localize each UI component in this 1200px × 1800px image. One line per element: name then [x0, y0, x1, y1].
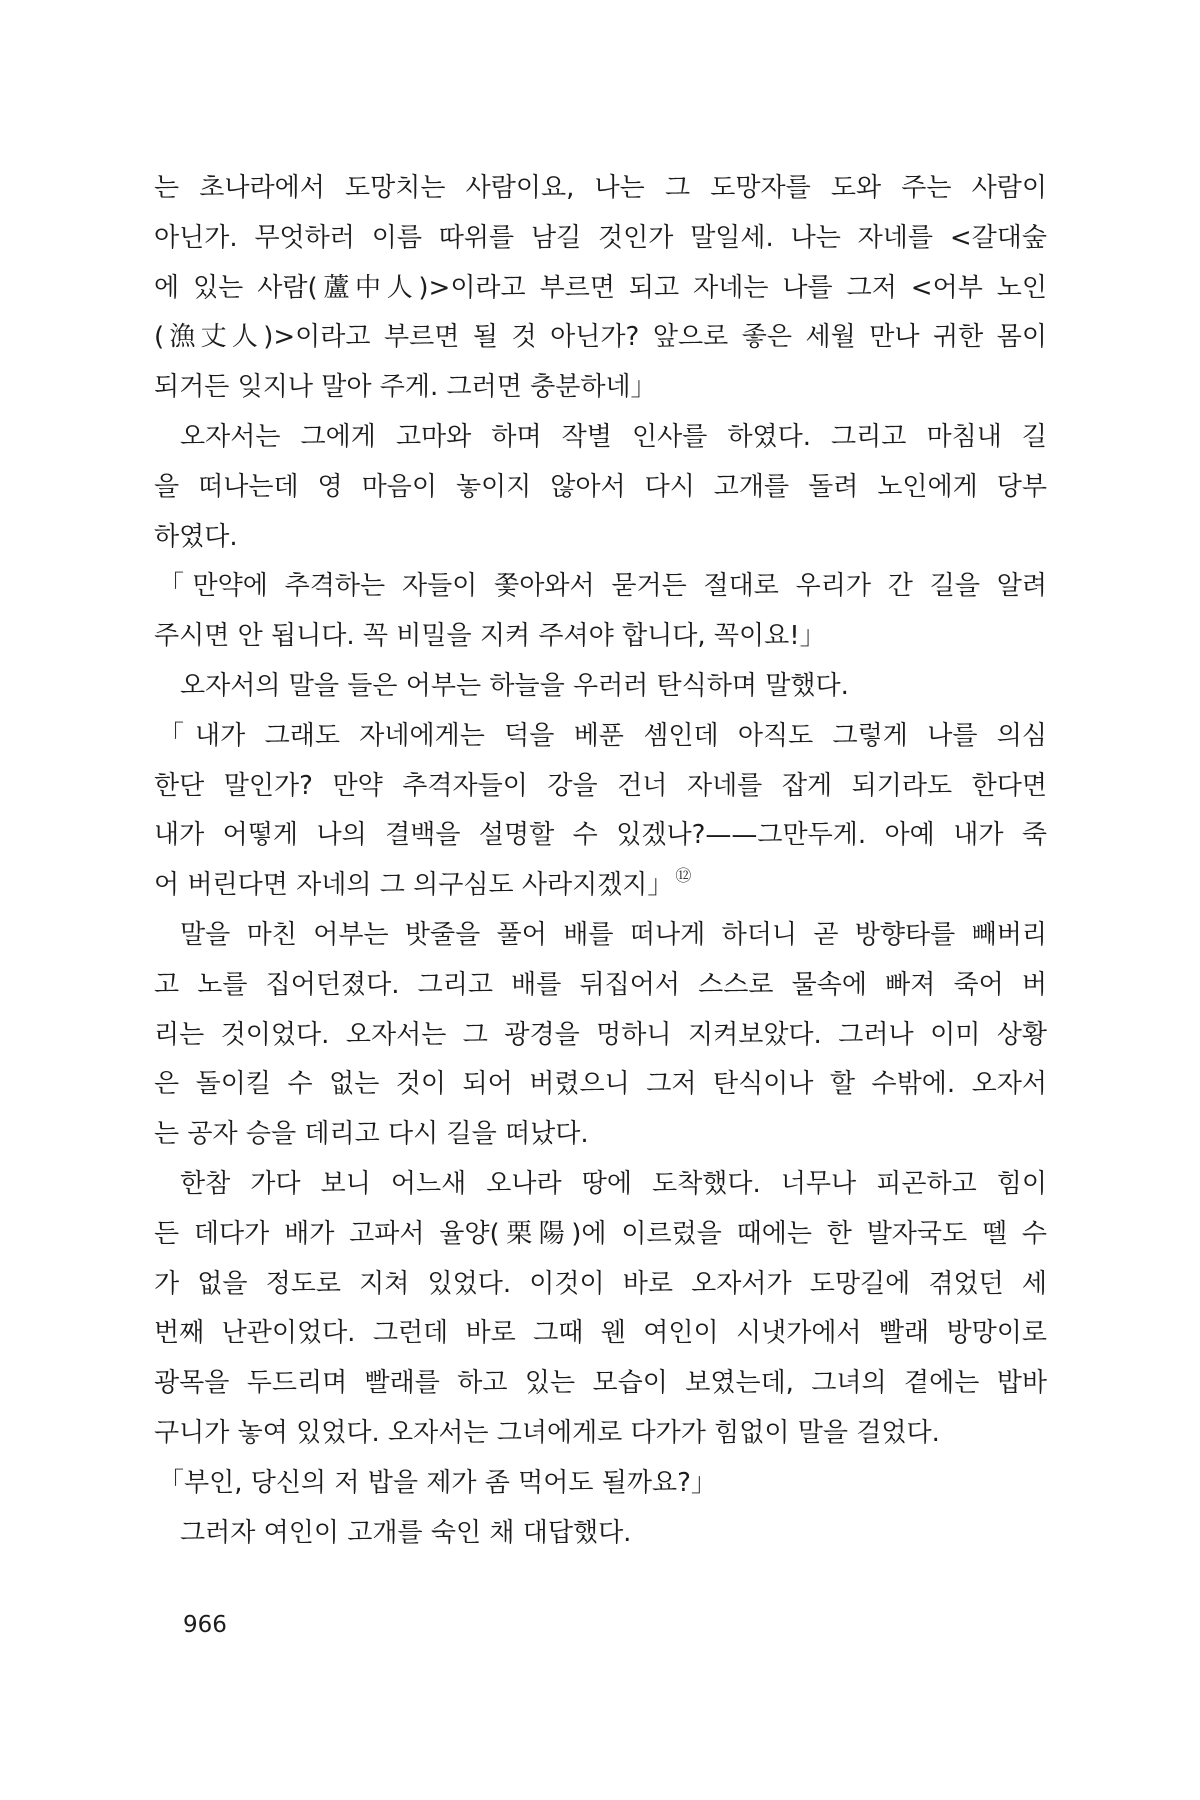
text-line: 가 없을 정도로 지쳐 있었다. 이것이 바로 오자서가 도망길에 겪었던 세 [154, 1268, 1047, 1299]
text-line: 는 초나라에서 도망치는 사람이요, 나는 그 도망자를 도와 주는 사람이 [154, 173, 1047, 203]
text-line: 한참 가다 보니 어느새 오나라 땅에 도착했다. 너무나 피곤하고 힘이 [180, 1168, 1047, 1199]
text-line: (漁丈人)>이라고 부르면 될 것 아닌가? 앞으로 좋은 세월 만나 귀한 몸이 [154, 322, 1047, 353]
paragraph-narration [154, 1509, 1047, 1559]
text-line: 주시면 안 됩니다. 꼭 비밀을 지켜 주셔야 합니다, 꼭이요!」 [154, 621, 826, 652]
paragraph-dialogue [154, 562, 1047, 662]
text-line: 「만약에 추격하는 자들이 쫓아와서 묻거든 절대로 우리가 간 길을 알려 [158, 571, 1047, 602]
body-text [154, 164, 1047, 1558]
text-line: 「내가 그래도 자네에게는 덕을 베푼 셈인데 아직도 그렇게 나를 의심 [158, 720, 1047, 751]
text-line: 든 데다가 배가 고파서 율양(栗陽)에 이르렀을 때에는 한 발자국도 뗄 수 [154, 1218, 1047, 1249]
paragraph-dialogue [154, 712, 1047, 911]
text-line: 리는 것이었다. 오자서는 그 광경을 멍하니 지켜보았다. 그러나 이미 상황 [154, 1019, 1047, 1050]
paragraph-narration [154, 1160, 1047, 1459]
paragraph-narration [154, 662, 1047, 712]
text-line: 고 노를 집어던졌다. 그리고 배를 뒤집어서 스스로 물속에 빠져 죽어 버 [154, 969, 1047, 1000]
text-line: 는 공자 승을 데리고 다시 길을 떠났다. [154, 1119, 589, 1150]
text-line: 말을 마친 어부는 밧줄을 풀어 배를 떠나게 하더니 곧 방향타를 빼버리 [180, 919, 1047, 950]
text-line [154, 861, 1047, 911]
text-line: 에 있는 사람(蘆中人)>이라고 부르면 되고 자네는 나를 그저 <어부 노인 [154, 272, 1047, 303]
text-line: 그러자 여인이 고개를 숙인 채 대답했다. [180, 1517, 632, 1548]
text-line: 내가 어떻게 나의 결백을 설명할 수 있겠나?——그만두게. 아예 내가 죽 [154, 820, 1047, 851]
text-line: 오자서의 말을 들은 어부는 하늘을 우러러 탄식하며 말했다. [180, 670, 849, 701]
text-line: 광목을 두드리며 빨래를 하고 있는 모습이 보였는데, 그녀의 곁에는 밥바 [154, 1368, 1047, 1399]
text-line: 을 떠나는데 영 마음이 놓이지 않아서 다시 고개를 돌려 노인에게 당부 [154, 471, 1047, 502]
text-line-content: 어 버린다면 자네의 그 의구심도 사라지겠지」 [154, 870, 674, 901]
text-line: 오자서는 그에게 고마와 하며 작별 인사를 하였다. 그리고 마침내 길 [180, 421, 1047, 452]
paragraph-narration [154, 911, 1047, 1160]
paragraph-narration [154, 413, 1047, 562]
paragraph-dialogue [154, 1459, 1047, 1509]
text-line: 하였다. [154, 521, 238, 552]
page-number: 966 [183, 1612, 227, 1638]
text-line: 은 돌이킬 수 없는 것이 되어 버렸으니 그저 탄식이나 할 수밖에. 오자서 [154, 1069, 1047, 1100]
footnote-marker: ⑫ [675, 866, 692, 886]
text-line: 번째 난관이었다. 그런데 바로 그때 웬 여인이 시냇가에서 빨래 방망이로 [154, 1318, 1047, 1349]
text-line: 구니가 놓여 있었다. 오자서는 그녀에게로 다가가 힘없이 말을 걸었다. [154, 1417, 940, 1448]
paragraph-dialogue-continued [154, 164, 1047, 413]
text-line: 한단 말인가? 만약 추격자들이 강을 건너 자네를 잡게 되기라도 한다면 [154, 770, 1047, 801]
text-line: 「부인, 당신의 저 밥을 제가 좀 먹어도 될까요?」 [158, 1467, 717, 1498]
text-line: 아닌가. 무엇하러 이름 따위를 남길 것인가 말일세. 나는 자네를 <갈대숲 [154, 222, 1047, 253]
text-line: 되거든 잊지나 말아 주게. 그러면 충분하네」 [154, 372, 657, 403]
